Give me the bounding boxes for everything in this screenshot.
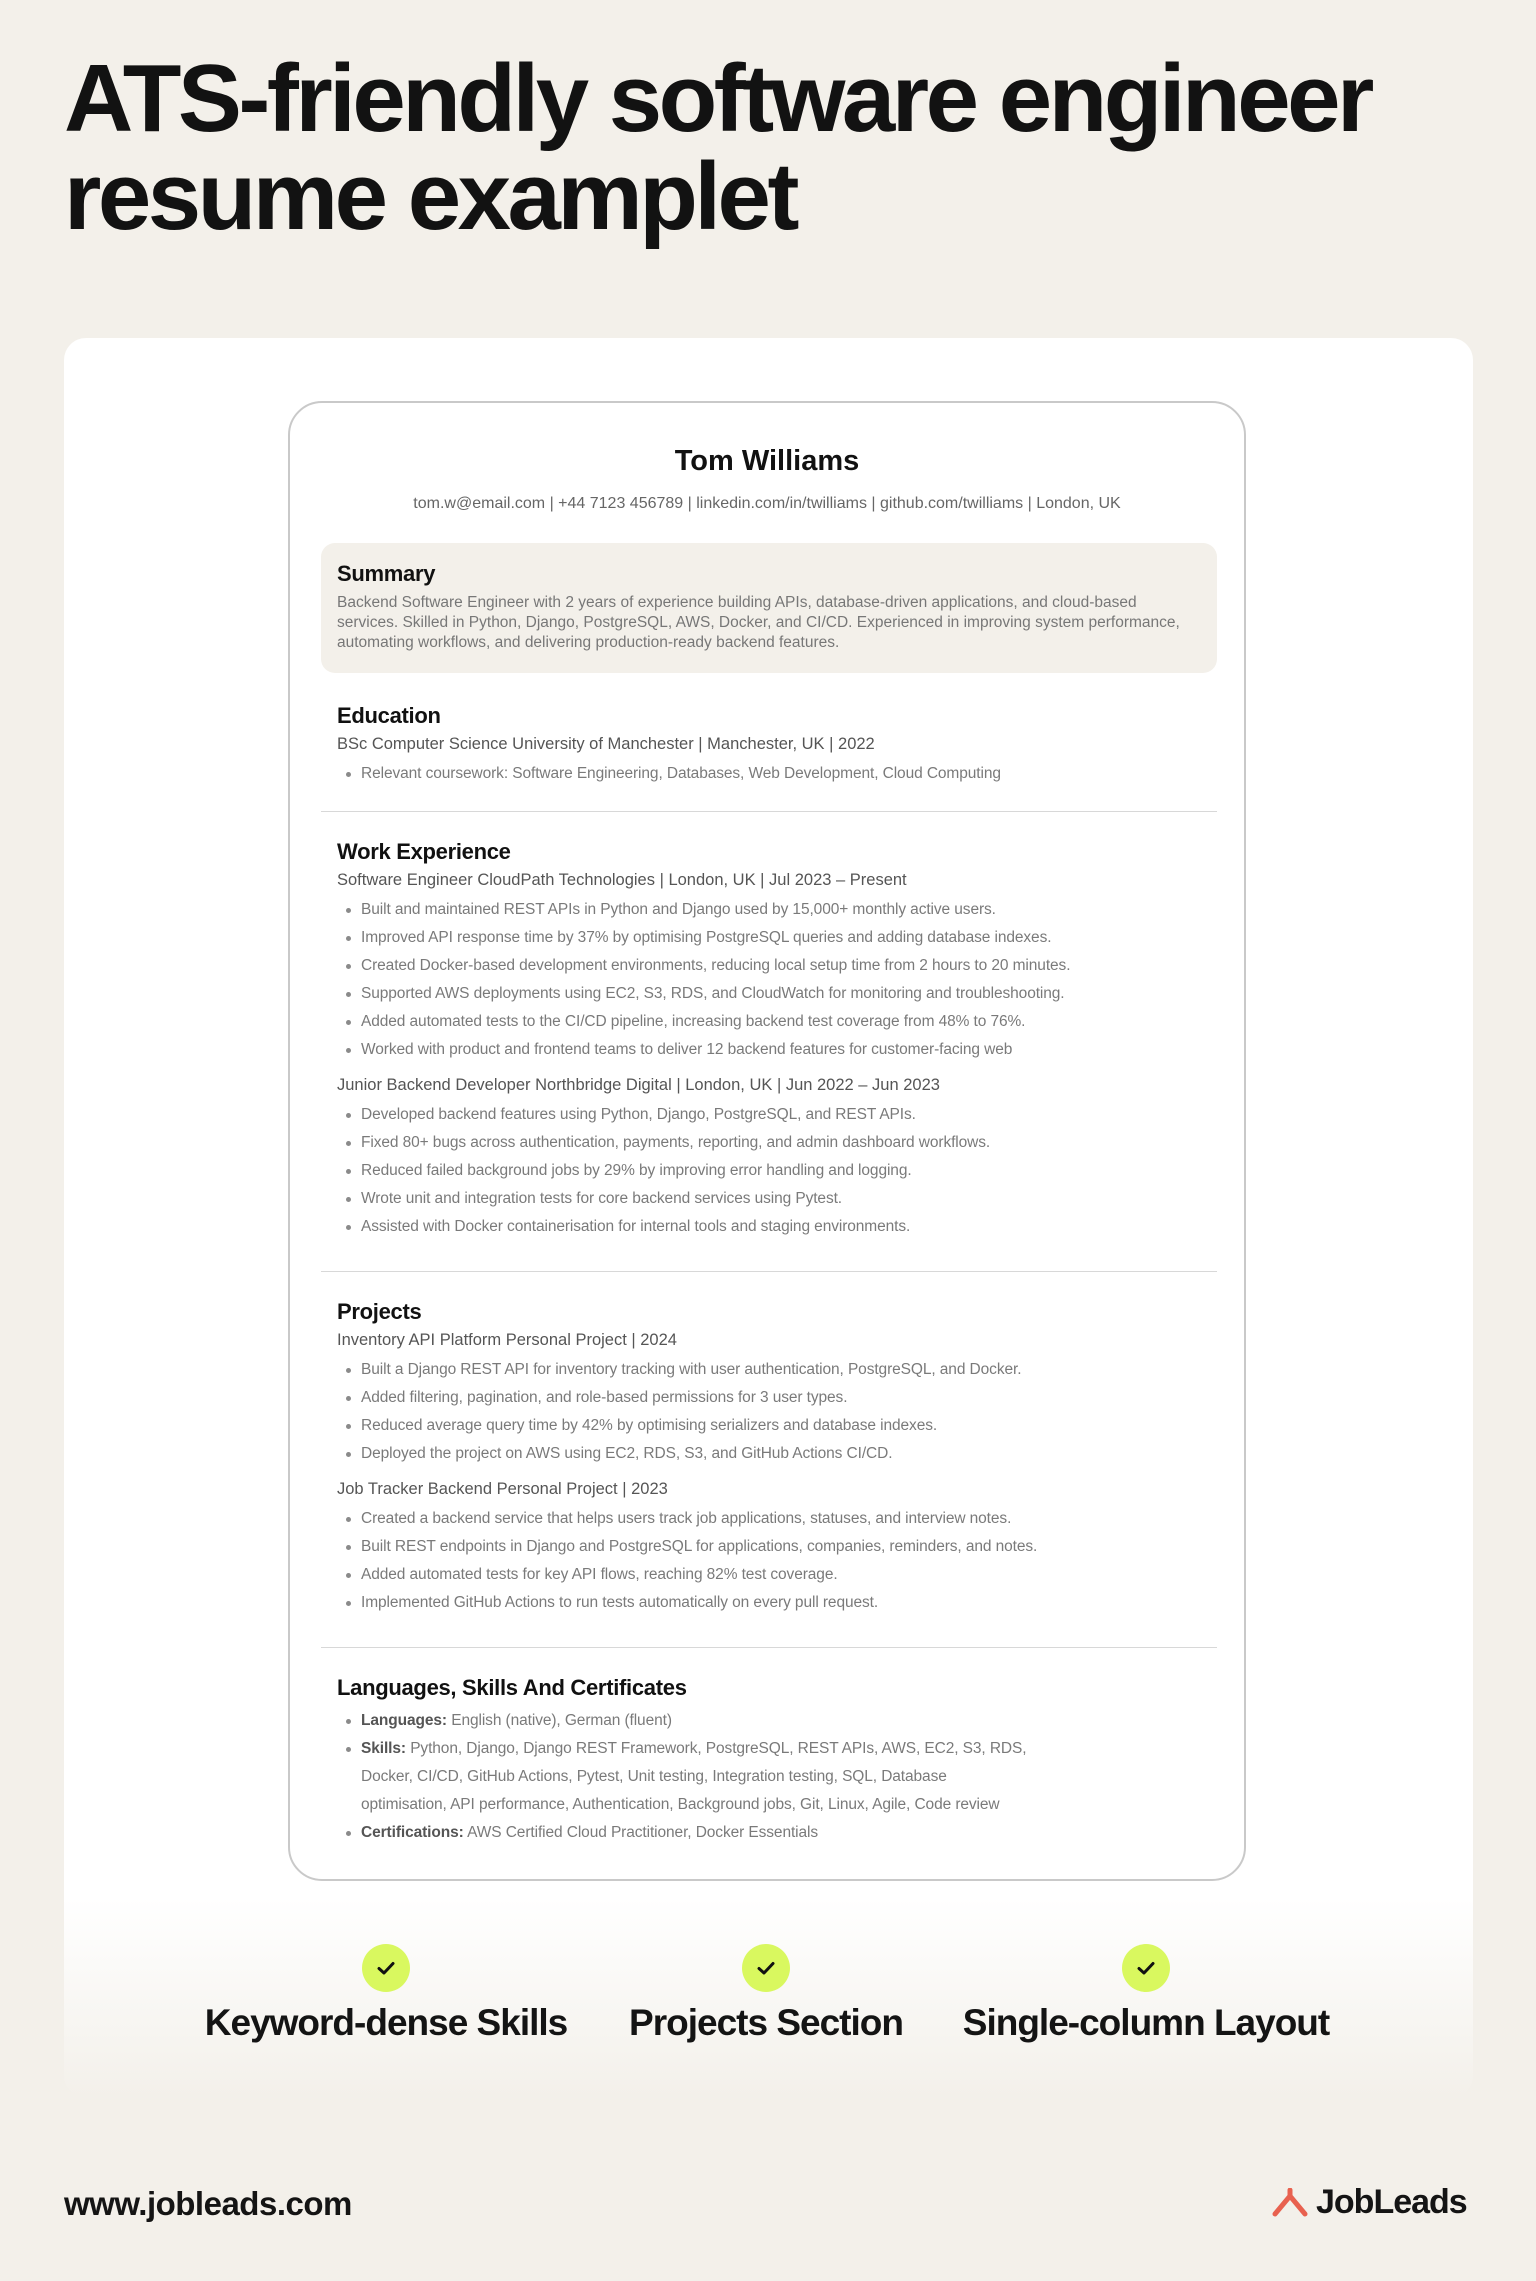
- feature-label: Projects Section: [629, 2002, 903, 2043]
- projects-title: Projects: [337, 1299, 422, 1324]
- page-title-line-1: ATS-friendly software engineer: [64, 45, 1371, 152]
- divider: [321, 811, 1217, 812]
- summary-section: [321, 543, 1217, 673]
- summary-title: Summary: [337, 561, 436, 586]
- projects-section: [337, 1299, 1217, 1617]
- list-item: Fixed 80+ bugs across authentication, payments, reporting, and admin dashboard workflows.: [337, 1129, 1217, 1157]
- list-item: Relevant coursework: Software Engineering, Databases, Web Development, Cloud Computing: [337, 760, 1217, 788]
- work-experience-title: Work Experience: [337, 839, 511, 864]
- divider: [321, 1271, 1217, 1272]
- list-item: Deployed the project on AWS using EC2, RDS, S3, and GitHub Actions CI/CD.: [337, 1440, 1217, 1468]
- divider: [321, 1647, 1217, 1648]
- list-item: Added filtering, pagination, and role-based permissions for 3 user types.: [337, 1384, 1217, 1412]
- skills-label: Skills:: [361, 1740, 406, 1757]
- resume-document: [288, 401, 1246, 1881]
- list-item: Improved API response time by 37% by optimising PostgreSQL queries and adding database indexes.: [337, 924, 1217, 952]
- jobleads-logo-icon: [1272, 2188, 1308, 2218]
- project-heading: Job Tracker Backend Personal Project | 2023: [337, 1480, 668, 1498]
- list-item: Created a backend service that helps users track job applications, statuses, and interview notes.: [337, 1505, 1217, 1533]
- languages-value: English (native), German (fluent): [451, 1712, 672, 1729]
- list-item: Created Docker-based development environments, reducing local setup time from 2 hours to 20 minutes.: [337, 952, 1217, 980]
- project-heading: Inventory API Platform Personal Project | 2024: [337, 1331, 677, 1349]
- check-icon: [362, 1944, 410, 1992]
- skills-value-line-1: Python, Django, Django REST Framework, PostgreSQL, REST APIs, AWS, EC2, S3, RDS,: [410, 1740, 1027, 1757]
- list-item: Built REST endpoints in Django and PostgreSQL for applications, companies, reminders, and notes.: [337, 1533, 1217, 1561]
- languages-label: Languages:: [361, 1712, 447, 1729]
- education-entry: BSc Computer Science University of Manchester | Manchester, UK | 2022: [337, 735, 875, 753]
- certifications-item: [337, 1819, 1217, 1847]
- summary-text: Backend Software Engineer with 2 years of experience building APIs, database-driven applications, and cloud-based services. Skilled in Python, Django, PostgreSQL, AWS, Docker, and CI/CD. Experienced in improving system performance, automating workflows, and delivering production-ready backend features.: [337, 594, 1180, 651]
- certifications-value: AWS Certified Cloud Practitioner, Docker Essentials: [467, 1824, 819, 1841]
- list-item: Assisted with Docker containerisation for internal tools and staging environments.: [337, 1213, 1217, 1241]
- list-item: Reduced failed background jobs by 29% by improving error handling and logging.: [337, 1157, 1217, 1185]
- list-item: Built and maintained REST APIs in Python and Django used by 15,000+ monthly active users.: [337, 896, 1217, 924]
- page-title: [64, 45, 1464, 250]
- feature-single-column-layout: [960, 1944, 1332, 2044]
- footer-url-link[interactable]: www.jobleads.com: [64, 2185, 352, 2222]
- list-item: Worked with product and frontend teams to deliver 12 backend features for customer-facing web: [337, 1036, 1217, 1064]
- list-item: Added automated tests for key API flows, reaching 82% test coverage.: [337, 1561, 1217, 1589]
- job-heading: Junior Backend Developer Northbridge Digital | London, UK | Jun 2022 – Jun 2023: [337, 1076, 940, 1094]
- work-experience-section: [337, 839, 1217, 1241]
- check-icon: [742, 1944, 790, 1992]
- list-item: Supported AWS deployments using EC2, S3, RDS, and CloudWatch for monitoring and troubleshooting.: [337, 980, 1217, 1008]
- certifications-label: Certifications:: [361, 1824, 464, 1841]
- list-item: Wrote unit and integration tests for core backend services using Pytest.: [337, 1185, 1217, 1213]
- feature-projects-section: [600, 1944, 932, 2044]
- page-title-line-2: resume examplet: [64, 143, 796, 250]
- skills-title: Languages, Skills And Certificates: [337, 1675, 687, 1700]
- skills-value-line-2: Docker, CI/CD, GitHub Actions, Pytest, Unit testing, Integration testing, SQL, Database: [361, 1768, 947, 1785]
- jobleads-logo[interactable]: [1272, 2183, 1467, 2222]
- list-item: Developed backend features using Python, Django, PostgreSQL, and REST APIs.: [337, 1101, 1217, 1129]
- list-item: Reduced average query time by 42% by optimising serializers and database indexes.: [337, 1412, 1217, 1440]
- skills-item: [337, 1735, 1217, 1819]
- feature-label: Keyword-dense Skills: [204, 2002, 568, 2043]
- education-title: Education: [337, 703, 441, 728]
- check-icon: [1122, 1944, 1170, 1992]
- skills-value-line-3: optimisation, API performance, Authentication, Background jobs, Git, Linux, Agile, Code review: [361, 1796, 1000, 1813]
- job-heading: Software Engineer CloudPath Technologies | London, UK | Jul 2023 – Present: [337, 871, 907, 889]
- languages-item: [337, 1707, 1217, 1735]
- skills-section: [337, 1675, 1217, 1847]
- education-section: [337, 703, 1217, 788]
- list-item: Added automated tests to the CI/CD pipeline, increasing backend test coverage from 48% to 76%.: [337, 1008, 1217, 1036]
- list-item: Built a Django REST API for inventory tracking with user authentication, PostgreSQL, and Docker.: [337, 1356, 1217, 1384]
- feature-keyword-dense-skills: [200, 1944, 572, 2044]
- jobleads-brand-name: JobLeads: [1316, 2183, 1467, 2221]
- contact-line: tom.w@email.com | +44 7123 456789 | linkedin.com/in/twilliams | github.com/twilliams | London, UK: [413, 495, 1121, 512]
- resume-name: Tom Williams: [674, 445, 860, 477]
- feature-label: Single-column Layout: [962, 2002, 1330, 2043]
- list-item: Implemented GitHub Actions to run tests automatically on every pull request.: [337, 1589, 1217, 1617]
